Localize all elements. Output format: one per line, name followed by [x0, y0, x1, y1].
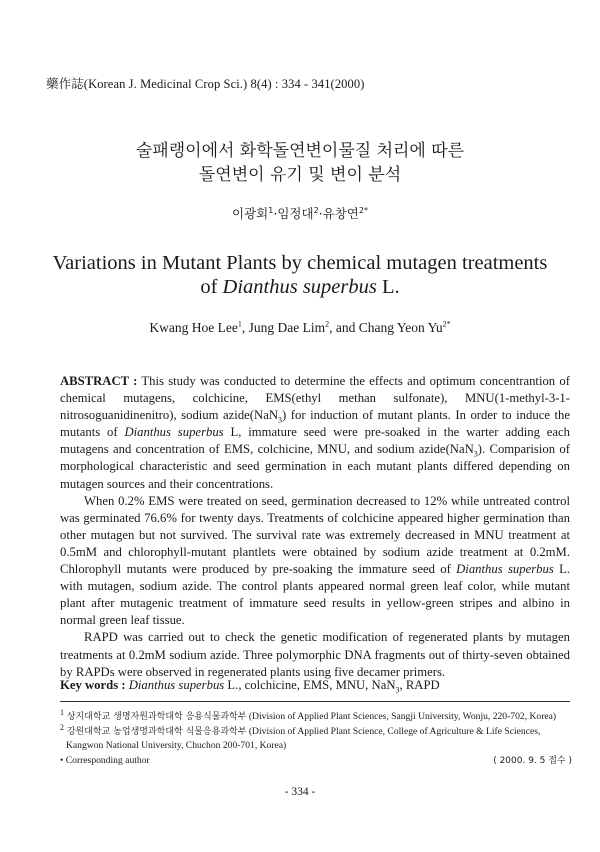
affiliation-mark: 2 [325, 319, 330, 329]
korean-author-2: 임정대 [277, 206, 314, 221]
english-author-2: Jung Dae Lim [248, 320, 326, 335]
abstract-text: ) for induction of mutant plants. In order to induce the mutants of [60, 408, 570, 440]
species-name: Dianthus superbus [222, 276, 377, 298]
abstract-text: When 0.2% EMS were treated on seed, germination decreased to 12% while untreated control was germinated 76.6% for twenty days. Treatments of colchicine appeared higher germination than other mutagen but not survived. The survival rate was extremely decreased in MNU treatment at 0.5mM and chlorophyll-mutant plantlets were obtained by sodium azide treatment at 0.2mM. Chlorophyll mutants were produced by pre-soaking the immature seed of [60, 493, 570, 577]
species-name: Dianthus superbus [125, 678, 225, 692]
korean-author-1: 이광회 [232, 206, 269, 221]
affiliation-mark: 2* [442, 319, 451, 329]
english-author-1: Kwang Hoe Lee [149, 320, 238, 335]
footnote-2 [60, 722, 572, 740]
affiliation-mark: 2* [358, 205, 368, 215]
abstract-paragraph-2 [60, 493, 570, 630]
separator: · [318, 206, 323, 221]
abstract-text: This study was conducted to determine the effects and optimum concentrantion of chemical mutagens, colchicine, EMS(ethyl methan sulfonate), MNU(1-methyl-3-1-nitrosoguanidinenitro), sodium azide(NaN [60, 374, 570, 423]
footnote-english: (Division of Applied Plant Sciences, Sangji University, Wonju, 220-702, Korea) [246, 711, 557, 722]
affiliation-mark: 1 [268, 205, 274, 215]
english-title-line-1: Variations in Mutant Plants by chemical mutagen treatments [52, 252, 548, 274]
subscript: 3 [278, 415, 282, 425]
footnote-english: (Division of Applied Plant Science, College of Agriculture & Life Sciences, [246, 725, 541, 737]
abstract-text: L, immature seed were pre-soaked in the warter adding each mutagens and concentration of EMS, colchicine, MNU, and sodium azide(NaN [60, 425, 570, 457]
korean-title-line-2: 돌연변이 유기 및 변이 분석 [198, 165, 402, 185]
page-number: - 334 - [284, 786, 316, 798]
title-text: of [200, 276, 223, 298]
keywords-text: , RAPD [399, 678, 440, 692]
affiliation-mark: 2 [313, 205, 319, 215]
abstract-paragraph-3: RAPD was carried out to check the genetic modification of regenerated plants by mutagen treatments at 0.2mM sodium azide. Three polymorphic DNA fragments out of thirty-seven obtained by RAPDs were observed in regenerated plants using five decamer primers. [60, 630, 570, 679]
english-authors [0, 320, 600, 336]
keywords-label: Key words : [60, 678, 126, 692]
abstract-label: ABSTRACT : [60, 374, 138, 388]
korean-title-line-1: 술패랭이에서 화학돌연변이물질 처리에 따른 [135, 141, 465, 161]
abstract-text: L. with mutagen, sodium azide. The control plants appeared normal green leaf color, while mutant plant after mutagenic treatment of immature seed results in yellow-green stripes and albino in normal green leaf tissue. [60, 562, 570, 628]
footnote-3-row [60, 754, 572, 769]
footnote-divider [60, 701, 570, 702]
subscript: 3 [395, 685, 400, 695]
footnote-korean: 상지대학교 생명자원과학대학 응용식물과학부 [64, 712, 247, 722]
species-name: Dianthus superbus [124, 425, 224, 440]
separator: , and [329, 320, 359, 335]
footnote-2-continued: Kangwon National University, Chuchon 200-701, Korea) [66, 740, 287, 752]
korean-author-3: 유창연 [322, 206, 359, 221]
footnote-mark: 1 [60, 707, 64, 717]
footnote-korean: 강원대학교 농업생명과학대학 식물응용과학부 [64, 726, 247, 737]
affiliation-mark: 1 [237, 319, 242, 329]
received-date: ( 2000. 9. 5 접수 ) [493, 755, 572, 766]
abstract-text: ). Comparision of morphological characteristic and seed germination in each mutant plants differed depending on mutagen sources and their concentrations. [60, 442, 570, 491]
separator: , [241, 320, 249, 335]
abstract [60, 373, 570, 681]
english-author-3: Chang Yeon Yu [358, 320, 443, 335]
separator: · [273, 206, 278, 221]
title-text: L. [376, 276, 400, 298]
footnotes [60, 707, 572, 768]
footnote-1 [60, 707, 572, 725]
abstract-paragraph-1 [60, 373, 570, 493]
journal-citation: 藥作誌(Korean J. Medicinal Crop Sci.) 8(4) : 334 - 341(2000) [46, 77, 365, 91]
subscript: 3 [473, 449, 478, 459]
english-title-line-2 [0, 276, 600, 299]
keywords [60, 677, 570, 694]
korean-authors [0, 204, 600, 222]
footnote-mark: 2 [60, 722, 64, 732]
keywords-text: L., colchicine, EMS, MNU, NaN [224, 678, 396, 692]
species-name: Dianthus superbus [456, 562, 554, 577]
corresponding-author-note: • Corresponding author [60, 754, 150, 766]
